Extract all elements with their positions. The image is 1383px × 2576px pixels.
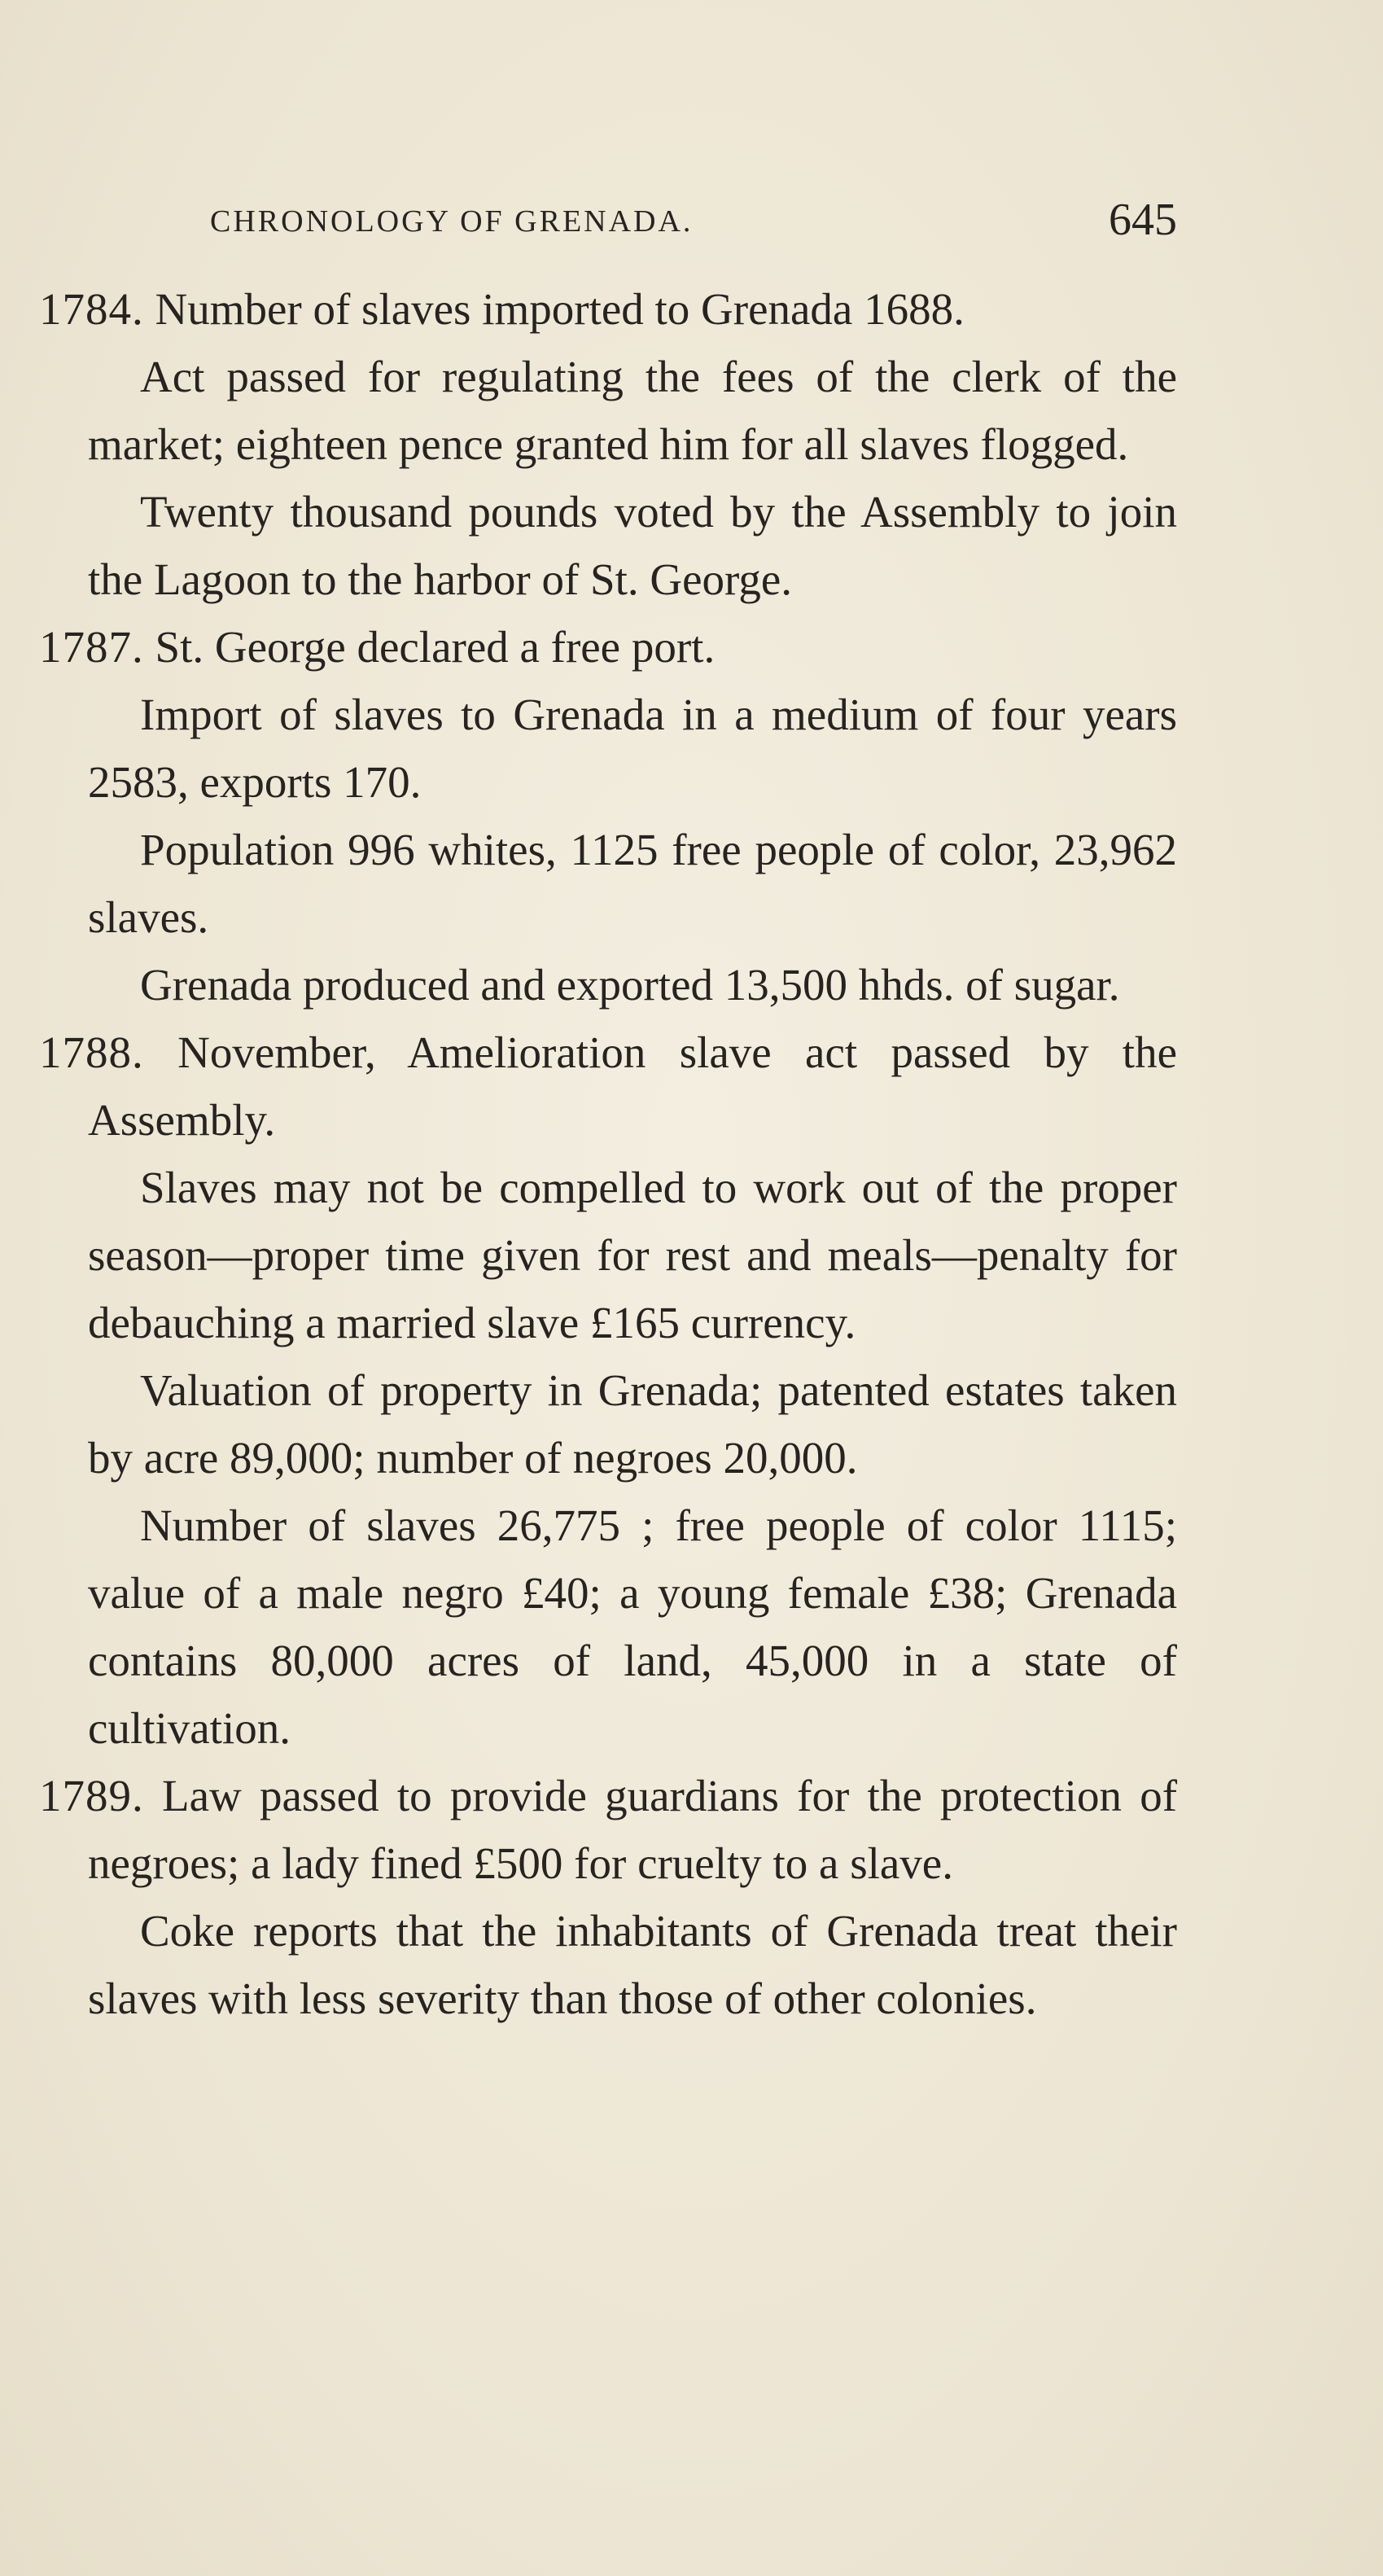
entry-paragraph: Number of slaves 26,775 ; free people of color 1115; value of a male negro £40; a young female £38; Grenada contains 80,000 acres of land, 45,000 in a state of cultivation.	[88, 1500, 1177, 1753]
page-number: 645	[1109, 195, 1177, 245]
entry-year: 1784.	[39, 284, 144, 334]
page-header	[210, 194, 1177, 251]
entry-paragraph: Act passed for regulating the fees of the clerk of the market; eighteen pence granted him for all slaves flogged.	[88, 352, 1177, 469]
entry-first-line	[39, 275, 1177, 343]
entry-paragraph: Valuation of property in Grenada; patented estates taken by acre 89,000; number of negroes 20,000.	[88, 1365, 1177, 1483]
entry-text: Number of slaves imported to Grenada 1688.	[155, 284, 965, 334]
entry-text: November, Amelioration slave act passed by the Assembly.	[88, 1027, 1177, 1145]
entry-1784	[39, 275, 1177, 613]
entry-year: 1788.	[39, 1027, 144, 1077]
entry-first-line	[39, 1762, 1177, 1897]
entry-paragraph: Population 996 whites, 1125 free people of color, 23,962 slaves.	[88, 825, 1177, 942]
entry-1787	[39, 613, 1177, 1019]
running-title: CHRONOLOGY OF GRENADA.	[210, 204, 694, 239]
entry-first-line	[39, 1019, 1177, 1154]
entry-paragraph: Coke reports that the inhabitants of Grenada treat their slaves with less severity than those of other colonies.	[88, 1906, 1177, 2023]
entry-first-line	[39, 613, 1177, 681]
entry-paragraph: Import of slaves to Grenada in a medium of four years 2583, exports 170.	[88, 690, 1177, 807]
entry-paragraph: Twenty thousand pounds voted by the Assembly to join the Lagoon to the harbor of St. George.	[88, 487, 1177, 604]
chronology-text	[39, 275, 1177, 2032]
entry-year: 1787.	[39, 622, 144, 672]
entry-paragraph: Grenada produced and exported 13,500 hhds. of sugar.	[140, 960, 1120, 1010]
entry-1788	[39, 1019, 1177, 1762]
entry-text: Law passed to provide guardians for the protection of negroes; a lady fined £500 for cruelty to a slave.	[88, 1771, 1178, 1888]
entry-1789	[39, 1762, 1177, 2032]
entry-paragraph: Slaves may not be compelled to work out of the proper season—proper time given for rest and meals—penalty for debauching a married slave £165 currency.	[88, 1163, 1177, 1347]
entry-year: 1789.	[39, 1771, 144, 1820]
entry-text: St. George declared a free port.	[155, 622, 716, 672]
